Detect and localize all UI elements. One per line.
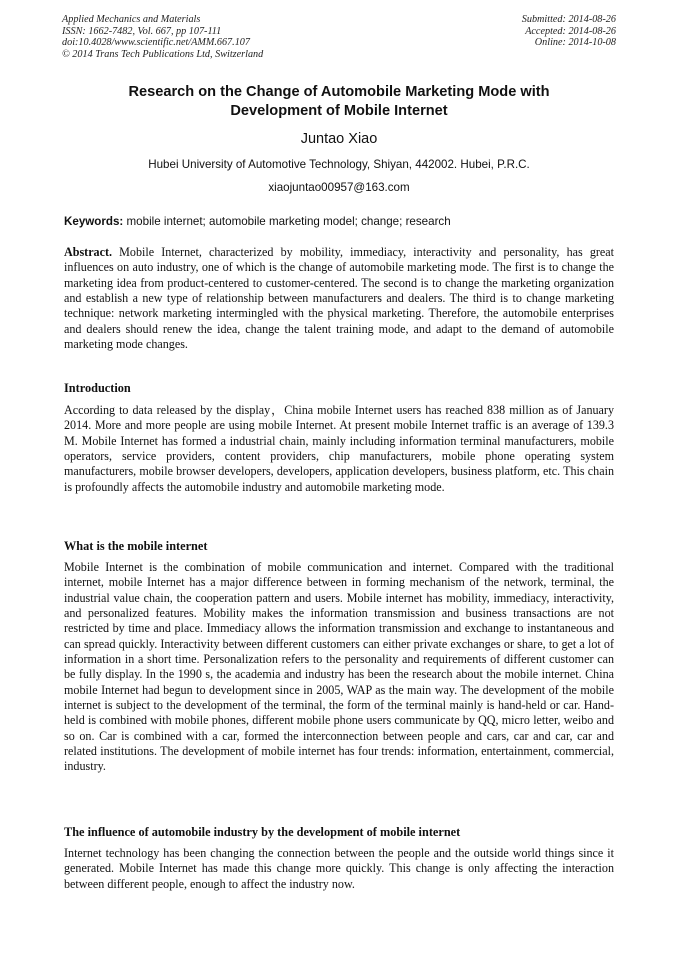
accepted-date: Accepted: 2014-08-26 bbox=[525, 25, 616, 37]
abstract-label: Abstract. bbox=[64, 245, 113, 259]
submitted-date: Submitted: 2014-08-26 bbox=[521, 14, 616, 25]
keywords-label: Keywords: bbox=[64, 215, 124, 228]
author-name: Juntao Xiao bbox=[300, 131, 378, 147]
online-date: Online: 2014-10-08 bbox=[534, 37, 616, 48]
title-line-2: Development of Mobile Internet bbox=[230, 102, 448, 119]
publication-dates bbox=[522, 14, 616, 49]
section-heading-influence: The influence of automobile industry by the development of mobile internet bbox=[64, 825, 461, 839]
journal-name: Applied Mechanics and Materials bbox=[62, 14, 201, 25]
author-email: xiaojuntao00957@163.com bbox=[268, 181, 410, 194]
keywords bbox=[64, 215, 616, 229]
journal-header bbox=[62, 14, 616, 64]
abstract-text: Mobile Internet, characterized by mobility, immediacy, interactivity and personality, has great influences on auto industry, one of which is the change of automobile marketing mode. The first is to change the marketing idea from product-centered to customer-centered. The second is to change the marketing organization and establish a new type of relationship between manufacturers and dealers. The third is to change marketing technique: network marketing intermingled with the physical marketing. Therefore, the automobile enterprises and dealers should renew the idea, change the talent training mode, and adapt to the demand of automobile marketing mode changes. bbox=[64, 245, 614, 352]
title-line-1: Research on the Change of Automobile Marketing Mode with bbox=[128, 84, 550, 100]
journal-issn: ISSN: 1662-7482, Vol. 667, pp 107-111 bbox=[62, 25, 222, 37]
section-paragraph-what-is-mobile-internet: Mobile Internet is the combination of mobile communication and internet. Compared with the traditional internet, mobile Internet has a major difference between in forming mechanism of the network, terminal, the industrial value chain, the cooperation pattern and users. Mobile internet has mobility, immediacy, interactivity, and personalized features. Mobility makes the information transmission and business transactions are not restricted by time and place. Immediacy allows the information transmission and exchange to instantaneous and can spread quickly. Interactivity between different customers can either private exchanges or share, to get a lot of information in a short time. Personalization refers to the personality and requirements of different customer can be fully display. In the 1990 s, the academia and industry has been the research about the mobile internet. China mobile Internet had begun to development since in 2005, WAP as the main way. The development of the mobile internet is subject to the development of the terminal, the form of the terminal mainly is hand-held or car. Hand-held is combined with mobile phones, different mobile phone users communicate by QQ, micro letter, weibo and so on. Car is combined with a car, formed the interconnection between people and cars, car and car, car and related institutions. The development of mobile internet has four trends: information, entertainment, commercial, industry. bbox=[64, 560, 614, 774]
section-heading-introduction: Introduction bbox=[64, 381, 131, 395]
author-affiliation: Hubei University of Automotive Technology, Shiyan, 442002. Hubei, P.R.C. bbox=[148, 158, 530, 171]
section-heading-what-is-mobile-internet: What is the mobile internet bbox=[64, 539, 208, 553]
section-paragraph-introduction: According to data released by the display，China mobile Internet users has reached 838 million as of January 2014. More and more people are using mobile Internet. At present mobile Internet traffic is an average of 139.3 M. Mobile Internet has formed a industrial chain, mainly including information terminal manufacturers, mobile operators, service providers, content providers, chip manufacturers, mobile phone operating system manufacturers, mobile browser developers, developers, application developers, business platform, etc. This chain is profoundly affects the automobile industry and automobile marketing mode. bbox=[64, 403, 614, 494]
section-paragraph-influence: Internet technology has been changing the connection between the people and the outside world things since it generated. Mobile Internet has made this change more quickly. This change is only affecting the interaction between different people, enough to affect the industry now. bbox=[64, 846, 614, 891]
paper-title bbox=[62, 83, 616, 120]
journal-doi: doi:10.4028/www.scientific.net/AMM.667.107 bbox=[62, 37, 250, 48]
abstract bbox=[64, 245, 614, 352]
journal-copyright: © 2014 Trans Tech Publications Ltd, Switzerland bbox=[62, 48, 264, 60]
journal-info bbox=[62, 14, 263, 60]
keywords-text: mobile internet; automobile marketing model; change; research bbox=[126, 215, 451, 228]
